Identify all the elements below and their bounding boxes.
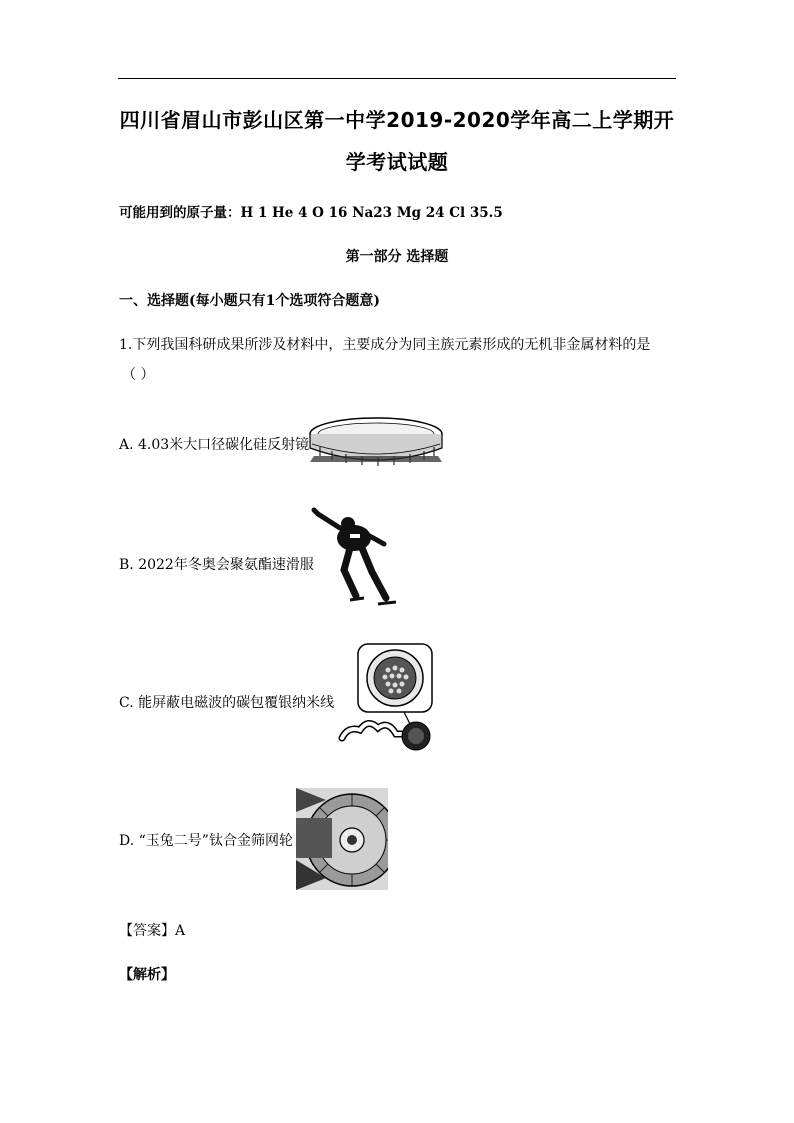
option-a: A. 4.03米大口径碳化硅反射镜 <box>119 437 310 453</box>
title-line-2: 学考试试题 <box>345 150 449 174</box>
nanowire-image <box>338 642 434 754</box>
title-line-1: 四川省眉山市彭山区第一中学2019-2020学年高二上学期开 <box>119 108 675 132</box>
reflector-mirror-image <box>306 412 446 470</box>
question-1-stem: 1.下列我国科研成果所涉及材料中，主要成分为同主族元素形成的无机非金属材料的是 <box>119 337 651 353</box>
part-heading: 第一部分 选择题 <box>345 249 449 265</box>
speed-skater-image <box>310 504 402 614</box>
option-b: B. 2022年冬奥会聚氨酯速滑服 <box>119 557 314 573</box>
rover-wheel-image <box>296 788 388 890</box>
header-rule <box>118 78 676 79</box>
section-heading: 一、选择题(每小题只有1个选项符合题意) <box>119 293 380 309</box>
analysis-heading: 【解析】 <box>119 967 175 983</box>
question-1-paren: （ ） <box>122 367 155 383</box>
answer-line: 【答案】A <box>119 923 186 939</box>
atomic-mass-line: 可能用到的原子量：H 1 He 4 O 16 Na23 Mg 24 Cl 35.5 <box>119 205 503 221</box>
option-c: C. 能屏蔽电磁波的碳包覆银纳米线 <box>119 695 335 711</box>
option-d: D. “玉兔二号”钛合金筛网轮 <box>119 833 293 849</box>
